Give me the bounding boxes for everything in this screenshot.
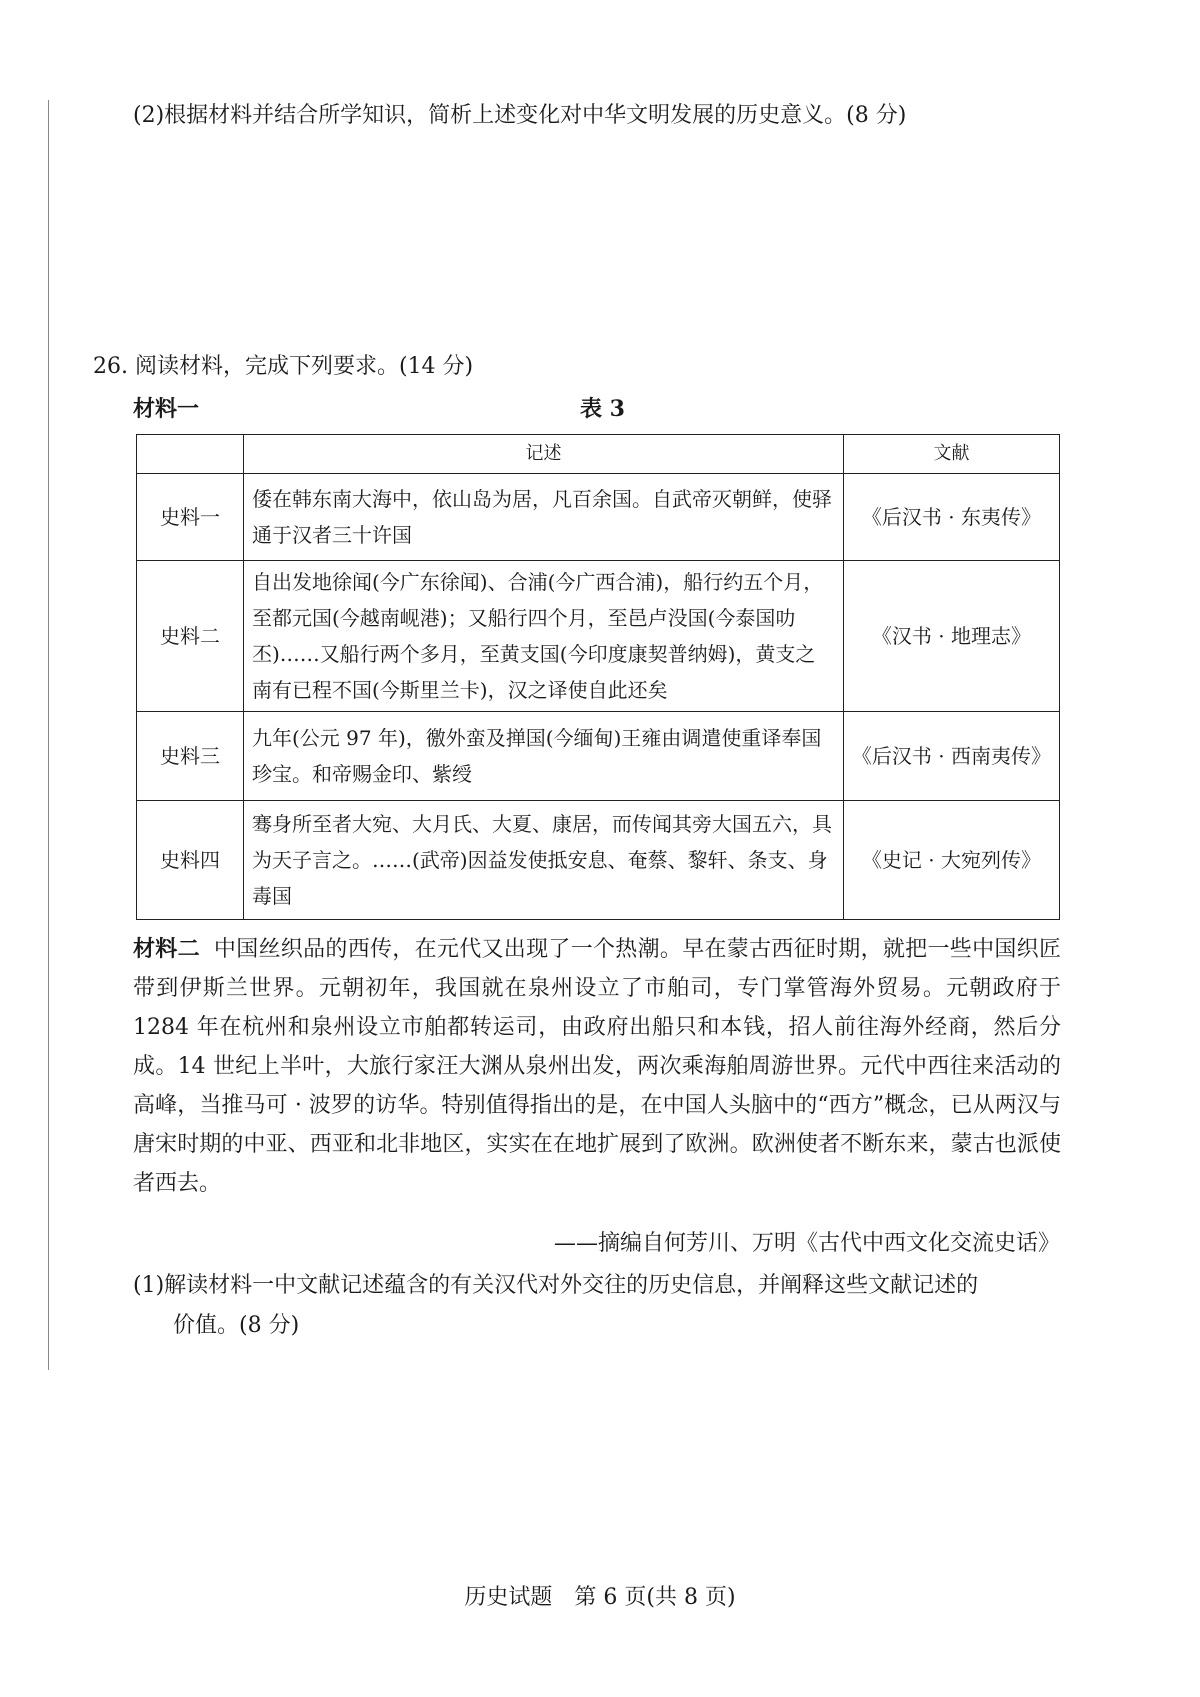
row-document: 《后汉书 · 东夷传》 — [843, 474, 1059, 561]
row-label: 史料一 — [137, 474, 244, 561]
sub-question-1-line1: (1)解读材料一中文献记述蕴含的有关汉代对外交往的历史信息，并阐释这些文献记述的 — [133, 1273, 979, 1298]
table-row — [137, 561, 1060, 712]
material-two-source: ——摘编自何芳川、万明《古代中西文化交流史话》 — [553, 1231, 1060, 1256]
material-two-paragraph — [133, 930, 1061, 1203]
row-document: 《汉书 · 地理志》 — [843, 561, 1059, 712]
source-table — [136, 434, 1060, 920]
row-label: 史料三 — [137, 712, 244, 801]
table-header-description: 记述 — [244, 435, 844, 474]
table-row — [137, 801, 1060, 920]
table-header-label — [137, 435, 244, 474]
table-header-document: 文献 — [843, 435, 1059, 474]
row-description: 九年(公元 97 年)，徼外蛮及掸国(今缅甸)王雍由调遣使重译奉国珍宝。和帝赐金印、紫绶 — [244, 712, 844, 801]
row-description: 倭在韩东南大海中，依山岛为居，凡百余国。自武帝灭朝鲜，使驿通于汉者三十许国 — [244, 474, 844, 561]
row-description: 自出发地徐闻(今广东徐闻)、合浦(今广西合浦)，船行约五个月，至都元国(今越南岘港)；又船行四个月，至邑卢没国(今泰国叻丕)……又船行两个多月，至黄支国(今印度康契普纳姆)，黄支之南有已程不国(今斯里兰卡)，汉之译使自此还矣 — [244, 561, 844, 712]
material-two-text: 中国丝织品的西传，在元代又出现了一个热潮。早在蒙古西征时期，就把一些中国织匠带到伊斯兰世界。元朝初年，我国就在泉州设立了市舶司，专门掌管海外贸易。元朝政府于 1284 年在杭州和泉州设立市舶都转运司，由政府出船只和本钱，招人前往海外经商，然后分成。14 世纪上半叶，大旅行家汪大渊从泉州出发，两次乘海舶周游世界。元代中西往来活动的高峰，当推马可 · 波罗的访华。特别值得指出的是，在中国人头脑中的“西方”概念，已从两汉与唐宋时期的中亚、西亚和北非地区，实实在在地扩展到了欧洲。欧洲使者不断东来，蒙古也派使者西去。 — [133, 937, 1061, 1196]
material-one-label: 材料一 — [133, 396, 200, 422]
sub-question-1-line2: 价值。(8 分) — [173, 1313, 300, 1338]
question-2-text: (2)根据材料并结合所学知识，简析上述变化对中华文明发展的历史意义。(8 分) — [133, 103, 907, 128]
row-description: 骞身所至者大宛、大月氏、大夏、康居，而传闻其旁大国五六，具为天子言之。……(武帝)因益发使抵安息、奄蔡、黎轩、条支、身毒国 — [244, 801, 844, 920]
row-label: 史料二 — [137, 561, 244, 712]
row-label: 史料四 — [137, 801, 244, 920]
table-row — [137, 712, 1060, 801]
page-footer: 历史试题 第 6 页(共 8 页) — [464, 1585, 736, 1610]
table-row — [137, 474, 1060, 561]
sub-question-1 — [133, 1266, 1061, 1346]
page-margin-line — [48, 100, 49, 1370]
row-document: 《史记 · 大宛列传》 — [843, 801, 1059, 920]
question-26-title: 26. 阅读材料，完成下列要求。(14 分) — [93, 354, 474, 379]
table-caption: 表 3 — [580, 396, 625, 422]
material-two-label: 材料二 — [133, 936, 200, 962]
table-header-row — [137, 435, 1060, 474]
row-document: 《后汉书 · 西南夷传》 — [843, 712, 1059, 801]
